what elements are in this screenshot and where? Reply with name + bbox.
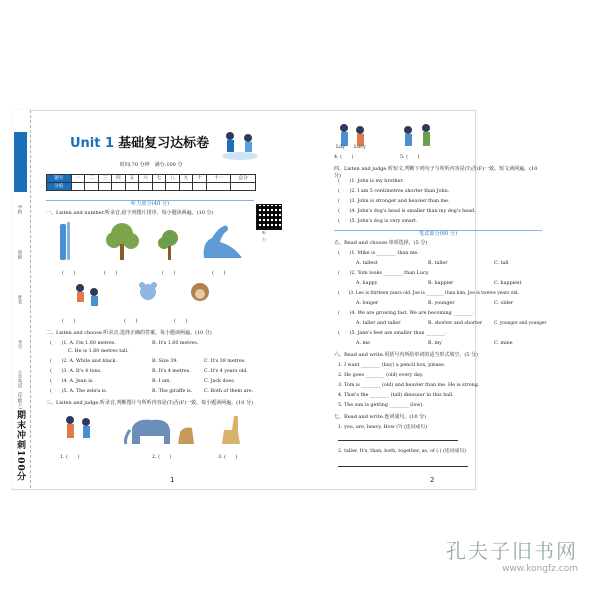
s4-item-2[interactable]: ( )2. I am 5 centimetres shorter than John. [338,189,450,194]
s2-q3-b[interactable]: B. It's 4 metres. [152,369,191,374]
s5-q3[interactable]: ( )3. Leo is thirteen years old. Joe is ________ than him. Joe is twelve years old. [338,291,519,296]
score-header-cell: 二 [85,175,99,183]
score-cell[interactable] [166,183,180,191]
s2-q4-c[interactable]: C. Jack does. [204,379,236,384]
s2-q2-c[interactable]: C. It's 39 metres. [204,359,246,364]
s5-q1-a[interactable]: A. tallest [356,261,378,266]
s2-q5[interactable]: ( )5. A. The zebra is. [50,389,108,394]
s1-blank-6[interactable]: ( ) [124,319,138,324]
s2-q2[interactable]: ( )2. A. White and black. [50,359,117,364]
s2-q4[interactable]: ( )4. A. Jean is. [50,379,94,384]
s1-blank-1[interactable]: ( ) [62,271,76,276]
s1-blank-2[interactable]: ( ) [104,271,118,276]
s4-item-4[interactable]: ( )4. John's dog's head is smaller than my dog's head. [338,209,476,214]
score-cell[interactable] [112,183,126,191]
s5-q5-c[interactable]: C. mine [494,341,513,346]
s1-blank-3[interactable]: ( ) [162,271,176,276]
s5-q5-b[interactable]: B. my [428,341,442,346]
score-header-cell: 六 [139,175,153,183]
binding-strip [12,110,31,488]
s4-item-1[interactable]: ( )1. John is my brother. [338,179,404,184]
section-3-pictures-cont [334,122,444,156]
spine-name: 姓名 [17,295,22,304]
qr-caption: 听力 [262,230,266,242]
s5-q2[interactable]: ( )2. Tom looks ________ than Lucy. [338,271,430,276]
score-cell[interactable] [71,183,85,191]
section-1-pictures-row2 [52,278,257,314]
s2-q3[interactable]: ( )3. A. It's 4 tons. [50,369,102,374]
s4-item-3[interactable]: ( )3. John is stronger and heavier than me. [338,199,450,204]
score-header-cell: 一 [71,175,85,183]
s6-item-5[interactable]: 5. The sun is getting ________ (low). [338,403,424,408]
s2-q1[interactable]: ( )1. A. I'm 1.60 metres. [50,341,116,346]
score-header-cell: 七 [152,175,166,183]
s1-blank-5[interactable]: ( ) [62,319,76,324]
score-header-cell: 四 [112,175,126,183]
spine-examno: 考号 [17,340,22,349]
score-header-cell: 十 [193,175,207,183]
score-cell[interactable] [152,183,166,191]
s5-q4-a[interactable]: A. taller and taller [356,321,401,326]
spine-class: 班级 [17,250,22,259]
s2-q5-c[interactable]: C. Both of them are. [204,389,254,394]
s7-answer-line-1[interactable] [338,436,458,441]
s5-q5[interactable]: ( )5. Jane's feet are smaller than ________. [338,331,447,336]
section-2-heading: 二、Listen and choose.听录音,选择正确的答案。每小题读两遍。(10 分) [46,330,212,336]
kids-illustration [218,128,262,162]
score-header-cell: 十一 [206,175,231,183]
title-text: 基础复习达标卷 [118,136,210,151]
time-score-line: 时间:70 分钟 满分:100 分 [120,162,183,168]
listening-band: 听力部分(40 分) [46,200,254,208]
name-lily: Lily [336,145,345,150]
page-1 [42,118,266,484]
score-header-cell: 五 [125,175,139,183]
s2-q4-b[interactable]: B. I am. [152,379,171,384]
score-header-cell: 九 [179,175,193,183]
page-title [70,136,210,151]
s5-q4-b[interactable]: B. shorter and shorter [428,321,483,326]
section-5-heading: 五、Read and choose.单项选择。(5 分) [334,240,428,246]
score-cell[interactable] [85,183,99,191]
section-4-heading: 四、Listen and judge.听短文,判断下列句子与所听内容是(T)否(F)一致。短文读两遍。(10 分) [334,166,538,179]
page-2 [330,118,547,484]
unit-label: Unit 1 [70,136,115,151]
score-header-cell: 八 [166,175,180,183]
qr-code[interactable] [256,204,282,230]
s2-q5-b[interactable]: B. The giraffe is. [152,389,193,394]
spine-grade: (年级下) [17,392,22,410]
section-6-heading: 六、Read and write.用括号内所给单词的适当形式填空。(5 分) [334,352,478,358]
score-cell[interactable] [193,183,207,191]
score-cell[interactable] [231,183,256,191]
score-header-cell: 题号 [47,175,72,183]
s3-blank-2[interactable]: 2. ( ) [152,455,172,460]
s6-item-4[interactable]: 4. That's the ________ (tall) dinosaur in this hall. [338,393,454,398]
s5-q1-c[interactable]: C. tall [494,261,509,266]
s6-item-1[interactable]: 1. I want ________ (buy) a pencil box, please. [338,363,446,368]
watermark [446,535,578,574]
spine-subject: 小学英语 [17,370,22,388]
spine-title: 期末冲刺100分 [15,410,25,482]
score-table [46,174,256,191]
score-row-label: 分值 [47,183,72,191]
s5-q1[interactable]: ( )1. Mike is ________ than me. [338,251,419,256]
s2-q2-b[interactable]: B. Size 39. [152,359,178,364]
watermark-cn: 孔夫子旧书网 [446,539,578,563]
s5-q2-c[interactable]: C. happiest [494,281,522,286]
s5-q5-a[interactable]: A. me [356,341,370,346]
s5-q3-a[interactable]: A. longer [356,301,379,306]
s7-answer-line-2[interactable] [338,462,468,467]
score-header-cell: 三 [98,175,112,183]
section-3-heading: 三、Listen and judge.听录音,判断图片与所听内容是(T)否(F)一致。每小题读两遍。(10 分) [46,400,254,406]
page-number-1: 1 [170,476,175,484]
page-number-2: 2 [430,476,435,484]
brand-block [14,132,27,192]
s2-q1-b[interactable]: B. It's 1.60 metres. [152,341,199,346]
watermark-url: www.kongfz.com [502,564,578,574]
s3-blank-3[interactable]: 3. ( ) [218,455,238,460]
s5-q4-c[interactable]: C. younger and younger [494,321,547,326]
s6-item-3[interactable]: 3. Tom is ________ (old) and heavier than me. He is strong. [338,383,480,388]
score-cell[interactable] [125,183,139,191]
s4-item-5[interactable]: ( )5. John's dog is very smart. [338,219,418,224]
s5-q2-b[interactable]: B. happier [428,281,454,286]
spine-school: 学校 [17,205,22,214]
section-7-heading: 七、Read and write.连词成句。(10 分) [334,414,427,420]
section-3-pictures [52,410,257,450]
score-cell[interactable] [139,183,153,191]
s7-item-2[interactable]: 2. taller, It's, than, both, together, as, of (.) (连词成句) [338,449,466,454]
s5-q4[interactable]: ( )4. We are growing fast. We are becoming ________. [338,311,474,316]
s7-item-1[interactable]: 1. you, are, heavy, How (?) (连词成句) [338,425,427,430]
s2-q3-c[interactable]: C. It's 4 years old. [204,369,248,374]
s3-blank-5[interactable]: 5. ( ) [400,155,420,160]
s5-q2-a[interactable]: A. happy [356,281,378,286]
s5-q1-b[interactable]: B. taller [428,261,448,266]
section-1-heading: 一、Listen and number.听录音,给下列图片排序。每小题读两遍。(10 分) [46,210,214,216]
s1-blank-7[interactable]: ( ) [174,319,188,324]
section-1-pictures [52,220,257,270]
s6-item-2[interactable]: 2. He goes ________ (old) every day. [338,373,424,378]
s3-blank-1[interactable]: 1. ( ) [60,455,80,460]
s5-q3-b[interactable]: B. younger [428,301,455,306]
s2-q1-c[interactable]: C. He is 1.60 metres tall. [68,349,129,354]
score-header-cell: 总分 [231,175,256,183]
score-cell[interactable] [206,183,231,191]
score-cell[interactable] [179,183,193,191]
s5-q3-c[interactable]: C. older [494,301,514,306]
score-cell[interactable] [98,183,112,191]
name-lucy: Lucy [354,145,366,150]
s3-blank-4[interactable]: 4. ( ) [334,155,354,160]
written-band: 笔试部分(60 分) [334,230,542,238]
s1-blank-4[interactable]: ( ) [212,271,226,276]
